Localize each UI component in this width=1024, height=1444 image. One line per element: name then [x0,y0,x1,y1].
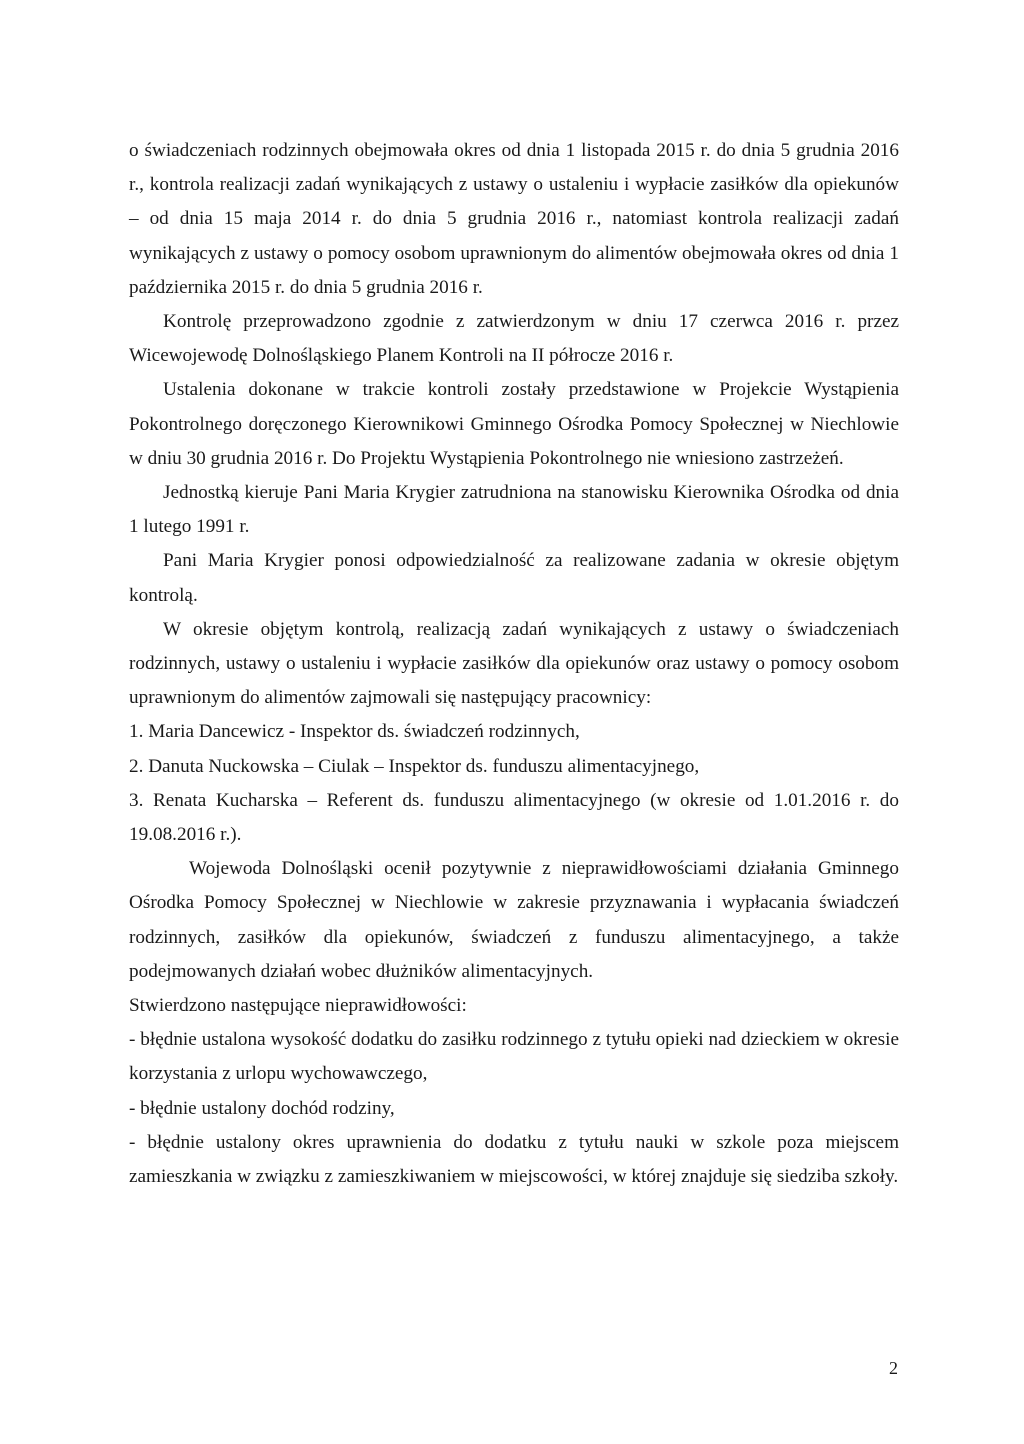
paragraph-staff-intro: W okresie objętym kontrolą, realizacją zadań wynikających z ustawy o świadczeniach rodzinnych, ustawy o ustaleniu i wypłacie zasiłków dla opiekunów oraz ustawy o pomocy osobom uprawnionym do alimentów zajmowali się następujący pracownicy: [129,618,899,709]
list-item: - błędnie ustalona wysokość dodatku do zasiłku rodzinnego z tytułu opieki nad dzieckiem w okresie korzystania z urlopu wychowawczego, [129,1029,899,1085]
paragraph-control-plan: Kontrolę przeprowadzono zgodnie z zatwierdzonym w dniu 17 czerwca 2016 r. przez Wicewojewodę Dolnośląskiego Planem Kontroli na II półrocze 2016 r. [129,311,899,367]
paragraph-scope: o świadczeniach rodzinnych obejmowała okres od dnia 1 listopada 2015 r. do dnia 5 grudnia 2016 r., kontrola realizacji zadań wynikających z ustawy o ustaleniu i wypłacie zasiłków dla opiekunów – od dnia 15 maja 2014 r. do dnia 5 grudnia 2016 r., natomiast kontrola realizacji zadań wynikających z ustawy o pomocy osobom uprawnionym do alimentów obejmowała okres od dnia 1 października 2015 r. do dnia 5 grudnia 2016 r. [129,140,899,298]
paragraph-manager: Jednostką kieruje Pani Maria Krygier zatrudniona na stanowisku Kierownika Ośrodka od dnia 1 lutego 1991 r. [129,482,899,538]
paragraph-irregularities-heading: Stwierdzono następujące nieprawidłowości: [129,995,467,1017]
list-item: - błędnie ustalony okres uprawnienia do dodatku z tytułu nauki w szkole poza miejscem zamieszkania w związku z zamieszkiwaniem w miejscowości, w której znajduje się siedziba szkoły. [129,1131,899,1188]
list-item: 3. Renata Kucharska – Referent ds. funduszu alimentacyjnego (w okresie od 1.01.2016 r. do 19.08.2016 r.). [129,789,899,846]
list-item: 1. Maria Dancewicz - Inspektor ds. świadczeń rodzinnych, [129,721,580,743]
list-item: - błędnie ustalony dochód rodziny, [129,1097,395,1119]
paragraph-responsibility: Pani Maria Krygier ponosi odpowiedzialność za realizowane zadania w okresie objętym kontrolą. [129,550,899,606]
document-body [129,134,899,1194]
list-item: 2. Danuta Nuckowska – Ciulak – Inspektor ds. funduszu alimentacyjnego, [129,755,700,777]
page-number: 2 [889,1358,898,1378]
paragraph-findings: Ustalenia dokonane w trakcie kontroli zostały przedstawione w Projekcie Wystąpienia Pokontrolnego doręczonego Kierownikowi Gminnego Ośrodka Pomocy Społecznej w Niechlowie w dniu 30 grudnia 2016 r. Do Projektu Wystąpienia Pokontrolnego nie wniesiono zastrzeżeń. [129,379,899,469]
paragraph-assessment: Wojewoda Dolnośląski ocenił pozytywnie z nieprawidłowościami działania Gminnego Ośrodka Pomocy Społecznej w Niechlowie w zakresie przyznawania i wypłacania świadczeń rodzinnych, zasiłków dla opiekunów, świadczeń z funduszu alimentacyjnego, a także podejmowanych działań wobec dłużników alimentacyjnych. [129,858,899,982]
